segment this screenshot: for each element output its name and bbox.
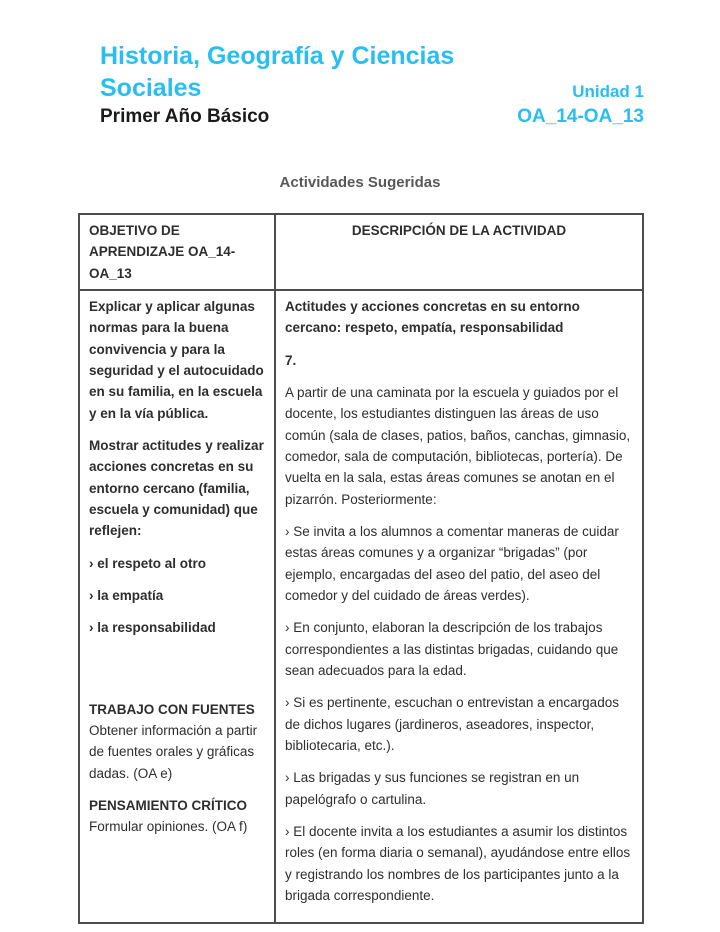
document-title: Historia, Geografía y Ciencias Sociales (100, 42, 455, 102)
activity-step: › Si es pertinente, escuchan o entrevistan a encargados de dichos lugares (jardineros, aseadores, inspector, bibliotecaria, etc.). (285, 695, 619, 753)
fuentes-text: Obtener información a partir de fuentes orales y gráficas dadas. (OA e) (89, 722, 258, 781)
objective-bullet: › la responsabilidad (89, 620, 216, 636)
objective-bullet: › la empatía (89, 587, 164, 603)
table-body-row (79, 290, 643, 923)
activity-number: 7. (285, 352, 297, 368)
objective-bullet: › el respeto al otro (89, 555, 207, 571)
activity-step: › Las brigadas y sus funciones se registran en un papelógrafo o cartulina. (285, 770, 580, 807)
objective-cell (79, 290, 275, 923)
unit-label: Unidad 1 (572, 82, 644, 101)
column-header-objective: OBJETIVO DE APRENDIZAJE OA_14-OA_13 (79, 214, 275, 290)
section-title: Actividades Sugeridas (279, 174, 441, 191)
activity-intro: A partir de una caminata por la escuela y guiados por el docente, los estudiantes distinguen las áreas de uso común (sala de clases, patios, baños, canchas, gimnasio, comedor, sala de computación, bibliotecas, portería). De vuelta en la sala, estas áreas comunes se anotan en el pizarrón. Posteriormente: (285, 384, 631, 507)
column-header-description: DESCRIPCIÓN DE LA ACTIVIDAD (275, 214, 643, 290)
activity-heading: Actitudes y acciones concretas en su entorno cercano: respeto, empatía, responsabilidad (285, 298, 580, 336)
activity-step: › El docente invita a los estudiantes a asumir los distintos roles (en forma diaria o semanal), ayudándose entre ellos y registrando los nombres de los participantes junto a la brigada correspondiente. (285, 823, 631, 903)
critico-title: PENSAMIENTO CRÍTICO (89, 797, 248, 813)
activity-cell (275, 290, 643, 923)
activity-step: › En conjunto, elaboran la descripción de los trabajos correspondientes a las distintas brigadas, cuidando que sean adecuados para la edad. (285, 620, 619, 678)
table-header-row (79, 214, 643, 290)
critico-text: Formular opiniones. (OA f) (89, 819, 248, 835)
activity-step: › Se invita a los alumnos a comentar maneras de cuidar estas áreas comunes y a organizar “brigadas” (por ejemplo, encargadas del aseo del patio, del aseo del comedor y del cuidado de áreas verdes). (285, 523, 619, 603)
activities-table (78, 213, 644, 924)
document-subtitle: Primer Año Básico (100, 106, 270, 127)
objective-paragraph: Mostrar actitudes y realizar acciones concretas en su entorno cercano (familia, escuela y comunidad) que reflejen: (89, 437, 264, 539)
oa-code-label: OA_14-OA_13 (517, 106, 644, 127)
objective-paragraph: Explicar y aplicar algunas normas para la buena convivencia y para la seguridad y el autocuidado en su familia, en la escuela y en la vía pública. (89, 298, 264, 421)
fuentes-title: TRABAJO CON FUENTES (89, 701, 255, 717)
